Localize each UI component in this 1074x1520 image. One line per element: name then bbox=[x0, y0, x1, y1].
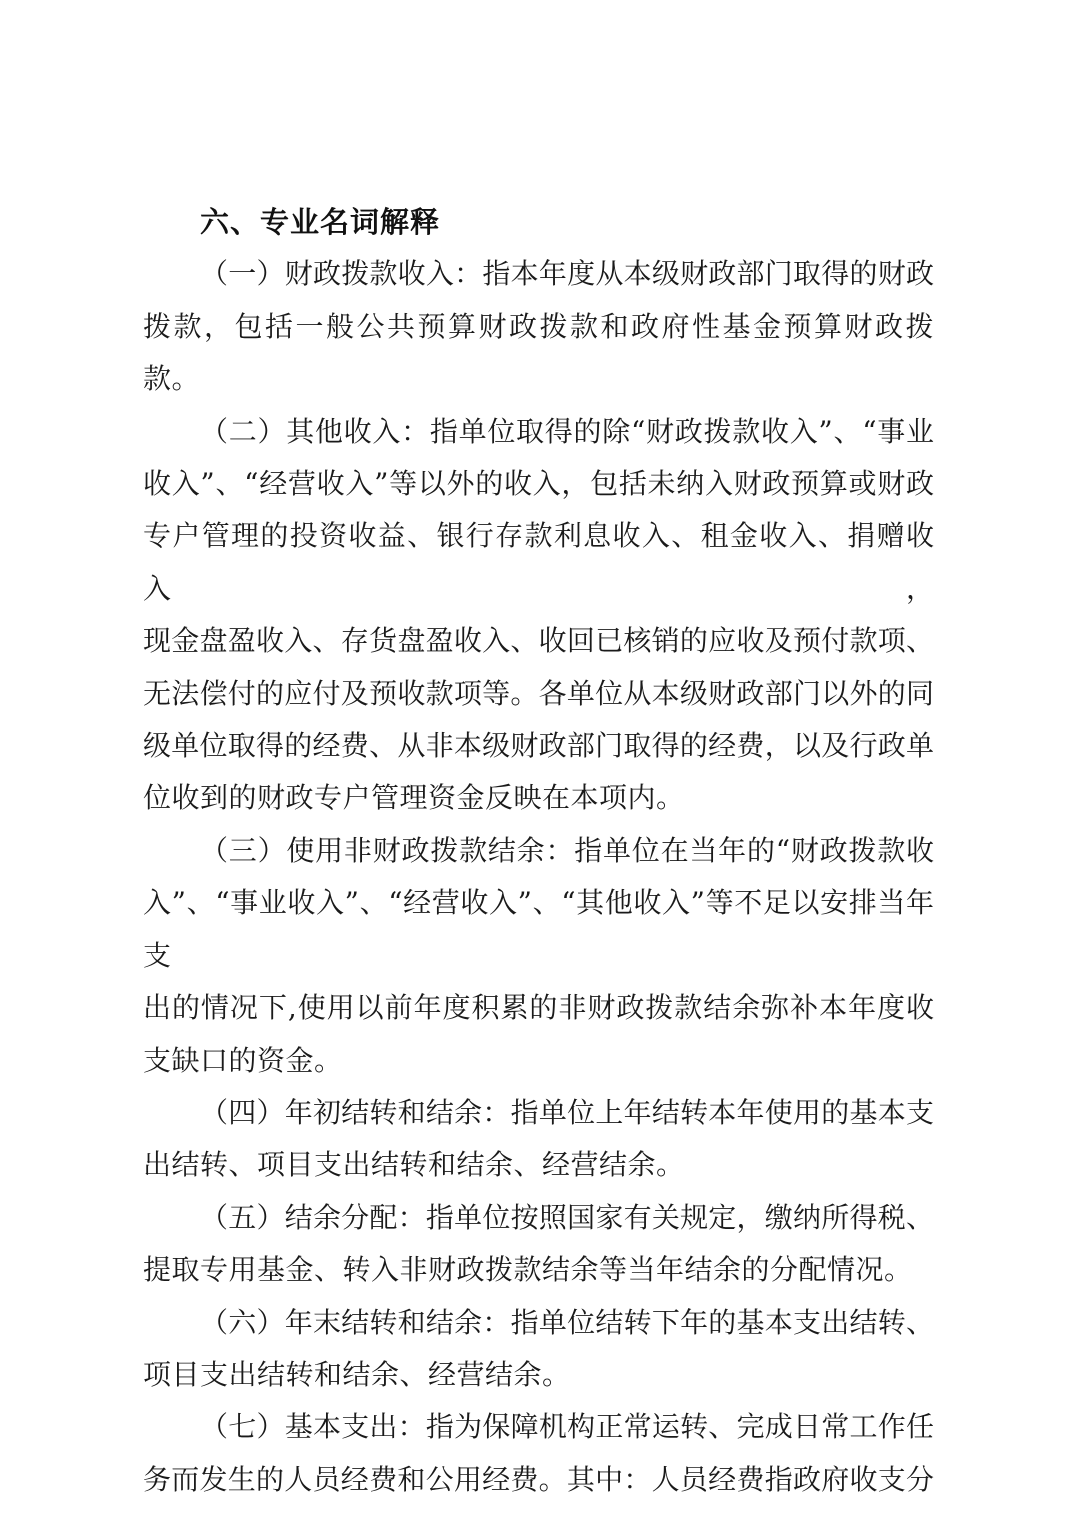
text-line: （七）基本支出：指为保障机构正常运转、完成日常工作任 bbox=[200, 1410, 934, 1444]
text-line: 专户管理的投资收益、银行存款利息收入、租金收入、捐赠收入， bbox=[143, 519, 934, 605]
text-line: （六）年末结转和结余：指单位结转下年的基本支出结转、 bbox=[200, 1305, 934, 1339]
section-heading: 六、专业名词解释 bbox=[200, 205, 441, 239]
text-line: 项目支出结转和结余、经营结余。 bbox=[143, 1357, 571, 1391]
text-line: 提取专用基金、转入非财政拨款结余等当年结余的分配情况。 bbox=[143, 1253, 913, 1287]
text-line: （二）其他收入：指单位取得的除“财政拨款收入”、“事业 bbox=[200, 414, 934, 448]
text-line: （五）结余分配：指单位按照国家有关规定，缴纳所得税、 bbox=[200, 1200, 934, 1234]
text-line: 出结转、项目支出结转和结余、经营结余。 bbox=[143, 1148, 685, 1182]
text-line: 收入”、“经营收入”等以外的收入，包括未纳入财政预算或财政 bbox=[143, 467, 934, 501]
text-line: 无法偿付的应付及预收款项等。各单位从本级财政部门以外的同 bbox=[143, 676, 934, 710]
text-line: （四）年初结转和结余：指单位上年结转本年使用的基本支 bbox=[200, 1095, 934, 1129]
document-content bbox=[143, 196, 934, 1506]
paragraph-lines bbox=[143, 248, 934, 1506]
text-line: 出的情况下,使用以前年度积累的非财政拨款结余弥补本年度收 bbox=[143, 991, 934, 1025]
text-line: 务而发生的人员经费和公用经费。其中：人员经费指政府收支分 bbox=[143, 1462, 934, 1496]
text-line: 位收到的财政专户管理资金反映在本项内。 bbox=[143, 781, 685, 815]
text-line: 级单位取得的经费、从非本级财政部门取得的经费，以及行政单 bbox=[143, 729, 934, 763]
text-line: （三）使用非财政拨款结余：指单位在当年的“财政拨款收 bbox=[200, 833, 934, 867]
text-line: 入”、“事业收入”、“经营收入”、“其他收入”等不足以安排当年支 bbox=[143, 886, 934, 972]
text-line: 拨款，包括一般公共预算财政拨款和政府性基金预算财政拨款。 bbox=[143, 309, 934, 396]
text-line: 现金盘盈收入、存货盘盈收入、收回已核销的应收及预付款项、 bbox=[143, 624, 934, 658]
text-line: （一）财政拨款收入：指本年度从本级财政部门取得的财政 bbox=[200, 257, 934, 291]
text-line: 支缺口的资金。 bbox=[143, 1043, 343, 1077]
